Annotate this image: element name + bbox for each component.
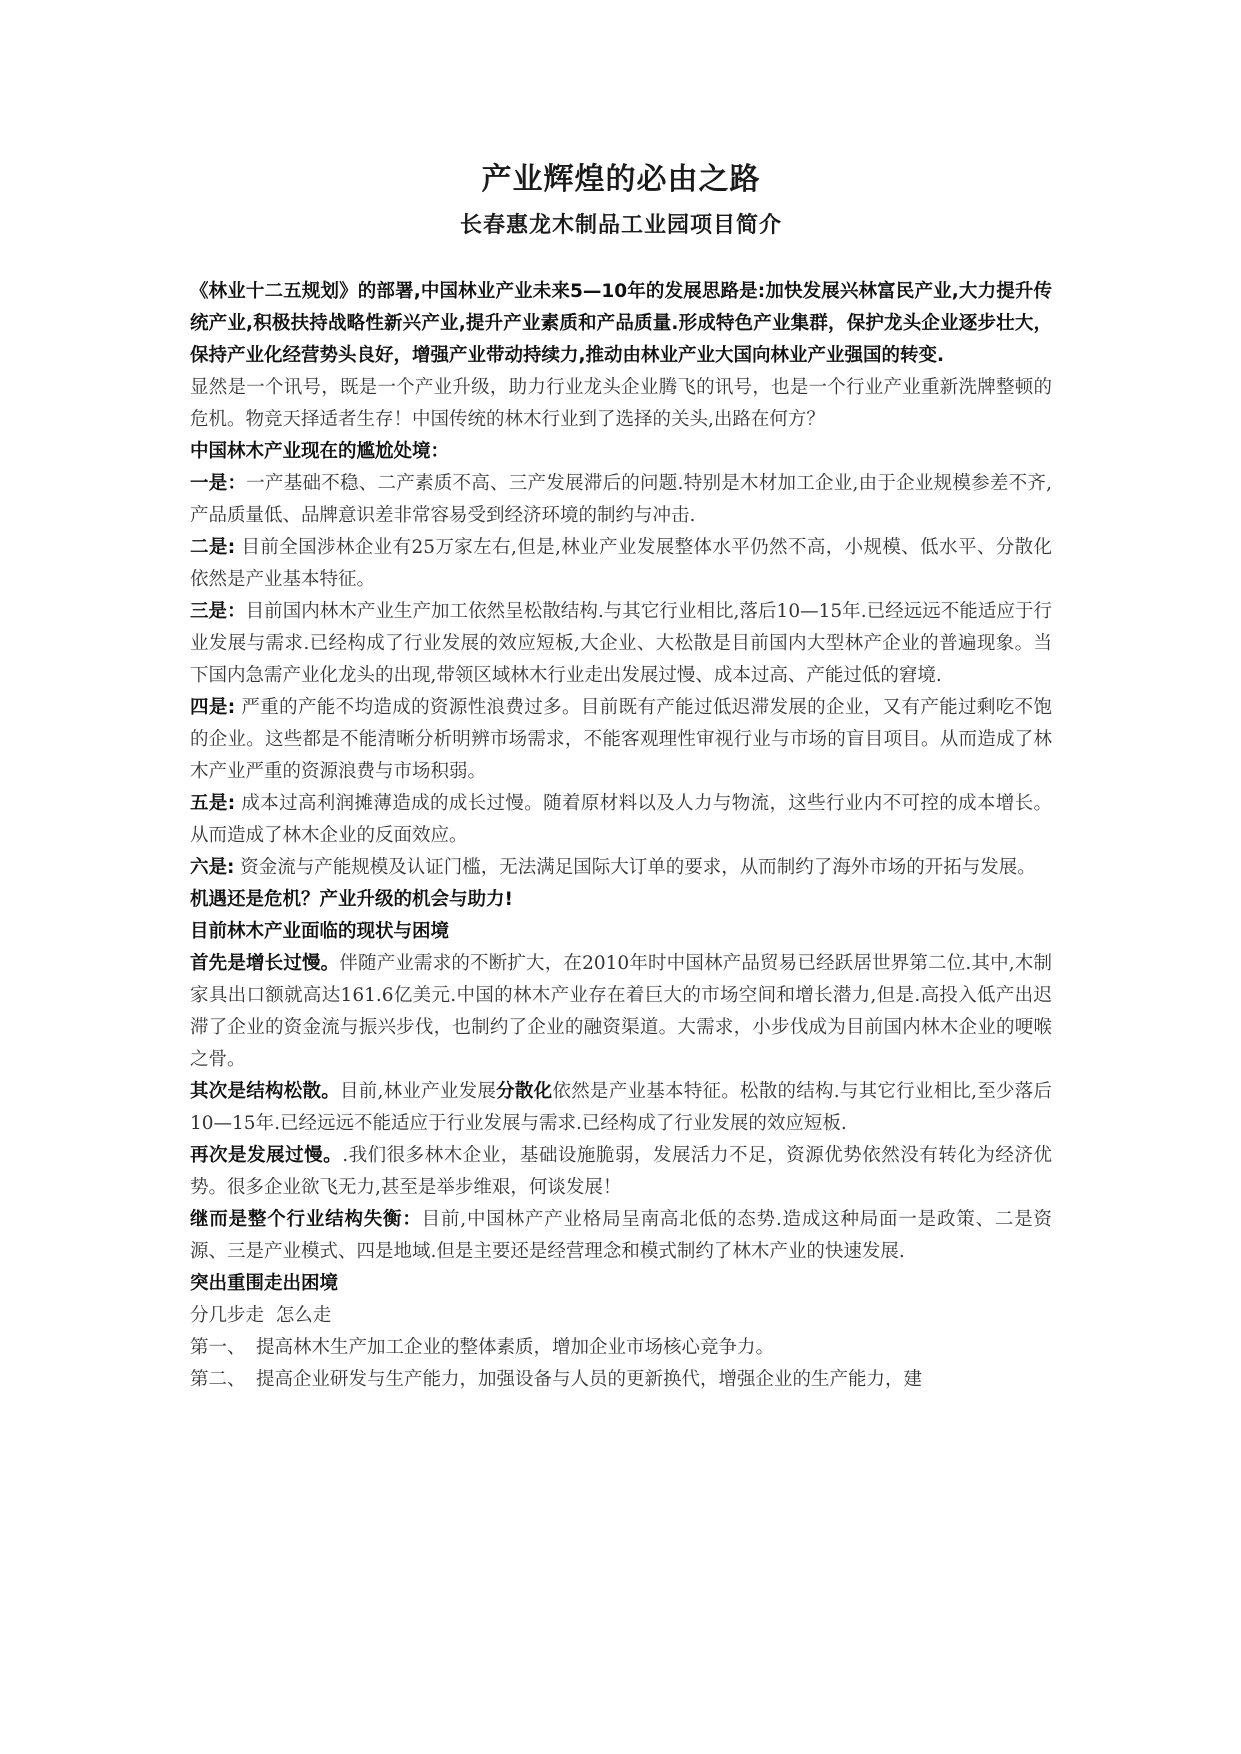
item-text: 目前国内林木产业生产加工依然呈松散结构.与其它行业相比,落后10—15年.已经远远不能适应于行业发展与需求.已经构成了行业发展的效应短板,大企业、大松散是目前国内大型林产企业的普遍现象。当下国内急需产业化龙头的出现,带领区域林木行业走出发展过慢、成本过高、产能过低的窘境. (190, 601, 1052, 686)
section-heading-breakthrough: 突出重围走出困境 (190, 1273, 339, 1294)
status-emphasis: 分散化 (496, 1081, 553, 1102)
status-lead: 再次是发展过慢。 (190, 1145, 343, 1166)
status-paragraph (190, 1204, 1052, 1268)
list-item (190, 532, 1052, 596)
status-text: .我们很多林木企业，基础设施脆弱，发展活力不足，资源优势依然没有转化为经济优势。很多企业欲飞无力,甚至是举步维艰，何谈发展！ (190, 1145, 1052, 1198)
status-text-after: 依然是产业基本特征。松散的结构.与其它行业相比,至少落后10—15年.已经远远不能适应于行业发展与需求.已经构成了行业发展的效应短板. (190, 1081, 1052, 1134)
section-heading-status: 目前林木产业面临的现状与困境 (190, 921, 450, 942)
list-item (190, 852, 1052, 884)
status-text-before: 目前,林业产业发展 (340, 1081, 497, 1102)
item-lead: 四是: (190, 697, 236, 718)
item-text: 严重的产能不均造成的资源性浪费过多。目前既有产能过低迟滞发展的企业，又有产能过剩吃不饱的企业。这些都是不能清晰分析明辨市场需求，不能客观理性审视行业与市场的盲目项目。从而造成了林木产业严重的资源浪费与市场积弱。 (190, 697, 1052, 782)
status-paragraph (190, 948, 1052, 1076)
document-title: 产业辉煌的必由之路 (481, 162, 761, 197)
status-lead: 继而是整个行业结构失衡： (190, 1209, 422, 1230)
item-text: 资金流与产能规模及认证门槛，无法满足国际大订单的要求，从而制约了海外市场的开拓与发展。 (234, 857, 1036, 878)
step-text: 提高企业研发与生产能力，加强设备与人员的更新换代，增强企业的生产能力，建 (256, 1369, 923, 1390)
item-lead: 二是: (190, 537, 236, 558)
step-number: 第一、 (190, 1337, 246, 1358)
status-lead: 其次是结构松散。 (190, 1081, 341, 1102)
list-item (190, 596, 1052, 692)
list-item (190, 788, 1052, 852)
steps-intro: 分几步走 怎么走 (190, 1305, 332, 1326)
list-item (190, 468, 1052, 532)
document-subtitle: 长春惠龙木制品工业园项目简介 (459, 213, 782, 238)
item-text: 目前全国涉林企业有25万家左右,但是,林业产业发展整体水平仍然不高，小规模、低水平、分散化依然是产业基本特征。 (190, 537, 1053, 590)
step-text: 提高林木生产加工企业的整体素质，增加企业市场核心竞争力。 (256, 1337, 775, 1358)
list-item (190, 692, 1052, 788)
status-text: 伴随产业需求的不断扩大，在2010年时中国林产品贸易已经跃居世界第二位.其中,木制家具出口额就高达161.6亿美元.中国的林木产业存在着巨大的市场空间和增长潜力,但是.高投入低产出迟滞了企业的资金流与振兴步伐，也制约了企业的融资渠道。大需求，小步伐成为目前国内林木企业的哽喉之骨。 (190, 953, 1052, 1070)
list-item (190, 1332, 1052, 1364)
section-heading-predicament: 中国林木产业现在的尴尬处境： (190, 441, 450, 462)
status-paragraph (190, 1140, 1052, 1204)
intro-paragraph: 《林业十二五规划》的部署,中国林业产业未来5—10年的发展思路是:加快发展兴林富民产业,大力提升传统产业,积极扶持战略性新兴产业,提升产业素质和产品质量.形成特色产业集群，保护龙头企业逐步壮大，保持产业化经营势头良好，增强产业带动持续力,推动由林业产业大国向林业产业强国的转变. (190, 281, 1052, 366)
paragraph-signal: 显然是一个讯号，既是一个产业升级，助力行业龙头企业腾飞的讯号，也是一个行业产业重新洗牌整顿的危机。物竞天择适者生存！中国传统的林木行业到了选择的关头,出路在何方？ (190, 377, 1052, 430)
status-text: 目前,中国林产产业格局呈南高北低的态势.造成这种局面一是政策、二是资源、三是产业模式、四是地域.但是主要还是经营理念和模式制约了林木产业的快速发展. (190, 1209, 1052, 1262)
item-lead: 六是: (190, 857, 235, 878)
item-lead: 三是： (190, 601, 246, 622)
document-page (190, 158, 1052, 1396)
status-lead: 首先是增长过慢。 (190, 953, 340, 974)
item-lead: 五是: (190, 793, 236, 814)
step-number: 第二、 (190, 1369, 246, 1390)
status-paragraph (190, 1076, 1052, 1140)
item-text: 一产基础不稳、二产素质不高、三产发展滞后的问题.特别是木材加工企业,由于企业规模参差不齐,产品质量低、品牌意识差非常容易受到经济环境的制约与冲击. (190, 473, 1052, 526)
item-lead: 一是： (190, 473, 247, 494)
item-text: 成本过高利润摊薄造成的成长过慢。随着原材料以及人力与物流，这些行业内不可控的成本增长。从而造成了林木企业的反面效应。 (190, 793, 1052, 846)
section-heading-opportunity: 机遇还是危机？产业升级的机会与助力! (190, 889, 513, 910)
list-item (190, 1364, 1052, 1396)
